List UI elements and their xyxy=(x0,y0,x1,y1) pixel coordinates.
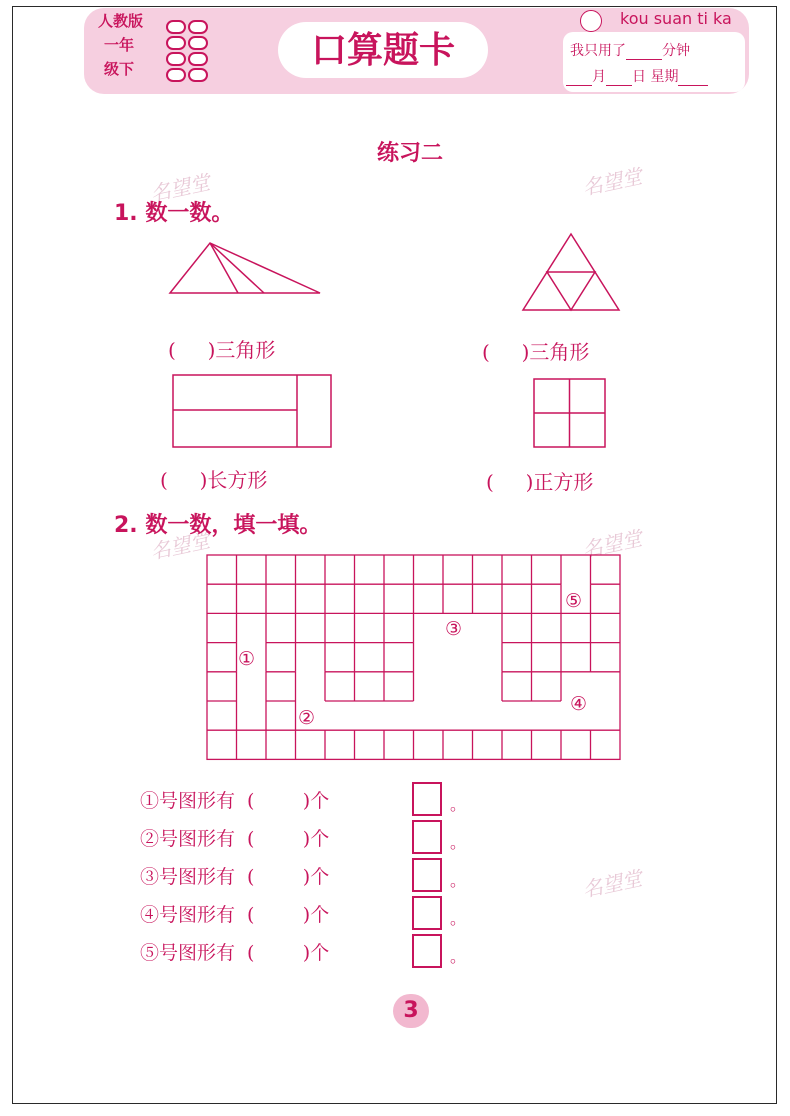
period-mark: 。 xyxy=(450,947,467,966)
shape-label: 三角形 xyxy=(215,338,276,362)
paren-open: ( xyxy=(247,942,255,964)
paren-close: ) xyxy=(302,790,311,812)
paren-close: ) xyxy=(525,470,534,494)
paren-open: ( xyxy=(247,866,255,888)
row-number: ② xyxy=(140,828,160,850)
date-line xyxy=(566,66,708,86)
answer-row xyxy=(140,900,329,927)
answer-2 xyxy=(482,336,589,365)
answer-1 xyxy=(168,334,275,363)
unit-label: 个 xyxy=(310,904,330,926)
unit-label: 个 xyxy=(310,790,330,812)
answer-box[interactable] xyxy=(412,896,442,930)
row-text: 号图形有 xyxy=(159,904,236,926)
unit-label: 个 xyxy=(310,866,330,888)
region-label-3: ③ xyxy=(445,618,463,640)
time-used-line xyxy=(570,40,690,60)
row-text: 号图形有 xyxy=(159,942,236,964)
grade-label: 一年 xyxy=(104,36,135,54)
triangle-figure-1 xyxy=(160,236,330,300)
minutes-blank[interactable] xyxy=(626,45,662,60)
answer-row xyxy=(140,938,329,965)
page-number: 3 xyxy=(403,998,419,1023)
answer-box[interactable] xyxy=(412,782,442,816)
rectangle-figure xyxy=(170,372,334,450)
region-label-1: ① xyxy=(238,648,256,670)
row-number: ① xyxy=(140,790,160,812)
answer-box[interactable] xyxy=(412,820,442,854)
paren-close: ) xyxy=(207,338,216,362)
region-label-5: ⑤ xyxy=(565,590,583,612)
row-number: ③ xyxy=(140,866,160,888)
triangle-figure-2 xyxy=(515,228,627,314)
square-figure xyxy=(530,376,610,450)
period-mark: 。 xyxy=(450,795,467,814)
row-number: ④ xyxy=(140,904,160,926)
region-label-4: ④ xyxy=(570,693,588,715)
paren-open: ( xyxy=(482,340,490,364)
watermark: 名望堂 xyxy=(148,169,213,206)
paren-open: ( xyxy=(160,468,168,492)
paren-open: ( xyxy=(486,470,494,494)
term-label: 级下 xyxy=(104,60,135,78)
answer-row xyxy=(140,862,329,889)
answer-box[interactable] xyxy=(412,858,442,892)
question-1-heading: 1. 数一数。 xyxy=(114,201,234,226)
day-label: 日 xyxy=(632,69,646,85)
time-used-suffix: 分钟 xyxy=(662,43,690,59)
period-mark: 。 xyxy=(450,909,467,928)
paren-close: ) xyxy=(302,942,311,964)
row-text: 号图形有 xyxy=(159,828,236,850)
paren-open: ( xyxy=(247,790,255,812)
row-text: 号图形有 xyxy=(159,866,236,888)
page-title: 口算题卡 xyxy=(310,29,455,71)
shape-label: 长方形 xyxy=(207,468,268,492)
unit-label: 个 xyxy=(310,828,330,850)
paren-close: ) xyxy=(302,828,311,850)
period-mark: 。 xyxy=(450,871,467,890)
paren-close: ) xyxy=(521,340,530,364)
weekday-label: 星期 xyxy=(650,69,679,85)
answer-row xyxy=(140,824,329,851)
watermark: 名望堂 xyxy=(148,527,213,564)
watermark: 名望堂 xyxy=(580,525,645,562)
region-label-2: ② xyxy=(298,707,316,729)
answer-box[interactable] xyxy=(412,934,442,968)
paren-close: ) xyxy=(302,866,311,888)
watermark: 名望堂 xyxy=(580,865,645,902)
pinyin-title: kou suan ti ka xyxy=(620,9,732,28)
weekday-blank[interactable] xyxy=(678,71,708,86)
unit-label: 个 xyxy=(310,942,330,964)
edition-label: 人教版 xyxy=(98,12,144,30)
paren-open: ( xyxy=(168,338,176,362)
question-2-heading: 2. 数一数，填一填。 xyxy=(114,513,322,538)
grid-figure xyxy=(205,553,625,763)
month-label: 月 xyxy=(592,69,606,85)
smiley-logo-icon xyxy=(580,10,602,32)
paren-close: ) xyxy=(302,904,311,926)
day-blank[interactable] xyxy=(606,71,632,86)
paren-close: ) xyxy=(199,468,208,492)
time-used-prefix: 我只用了 xyxy=(570,43,626,59)
watermark: 名望堂 xyxy=(580,163,645,200)
shape-label: 三角形 xyxy=(529,340,590,364)
month-blank[interactable] xyxy=(566,71,592,86)
paren-open: ( xyxy=(247,904,255,926)
row-number: ⑤ xyxy=(140,942,160,964)
lesson-title: 练习二 xyxy=(377,141,444,166)
answer-3 xyxy=(160,464,267,493)
shape-label: 正方形 xyxy=(533,470,594,494)
answer-4 xyxy=(486,466,593,495)
answer-row xyxy=(140,786,329,813)
row-text: 号图形有 xyxy=(159,790,236,812)
paren-open: ( xyxy=(247,828,255,850)
period-mark: 。 xyxy=(450,833,467,852)
